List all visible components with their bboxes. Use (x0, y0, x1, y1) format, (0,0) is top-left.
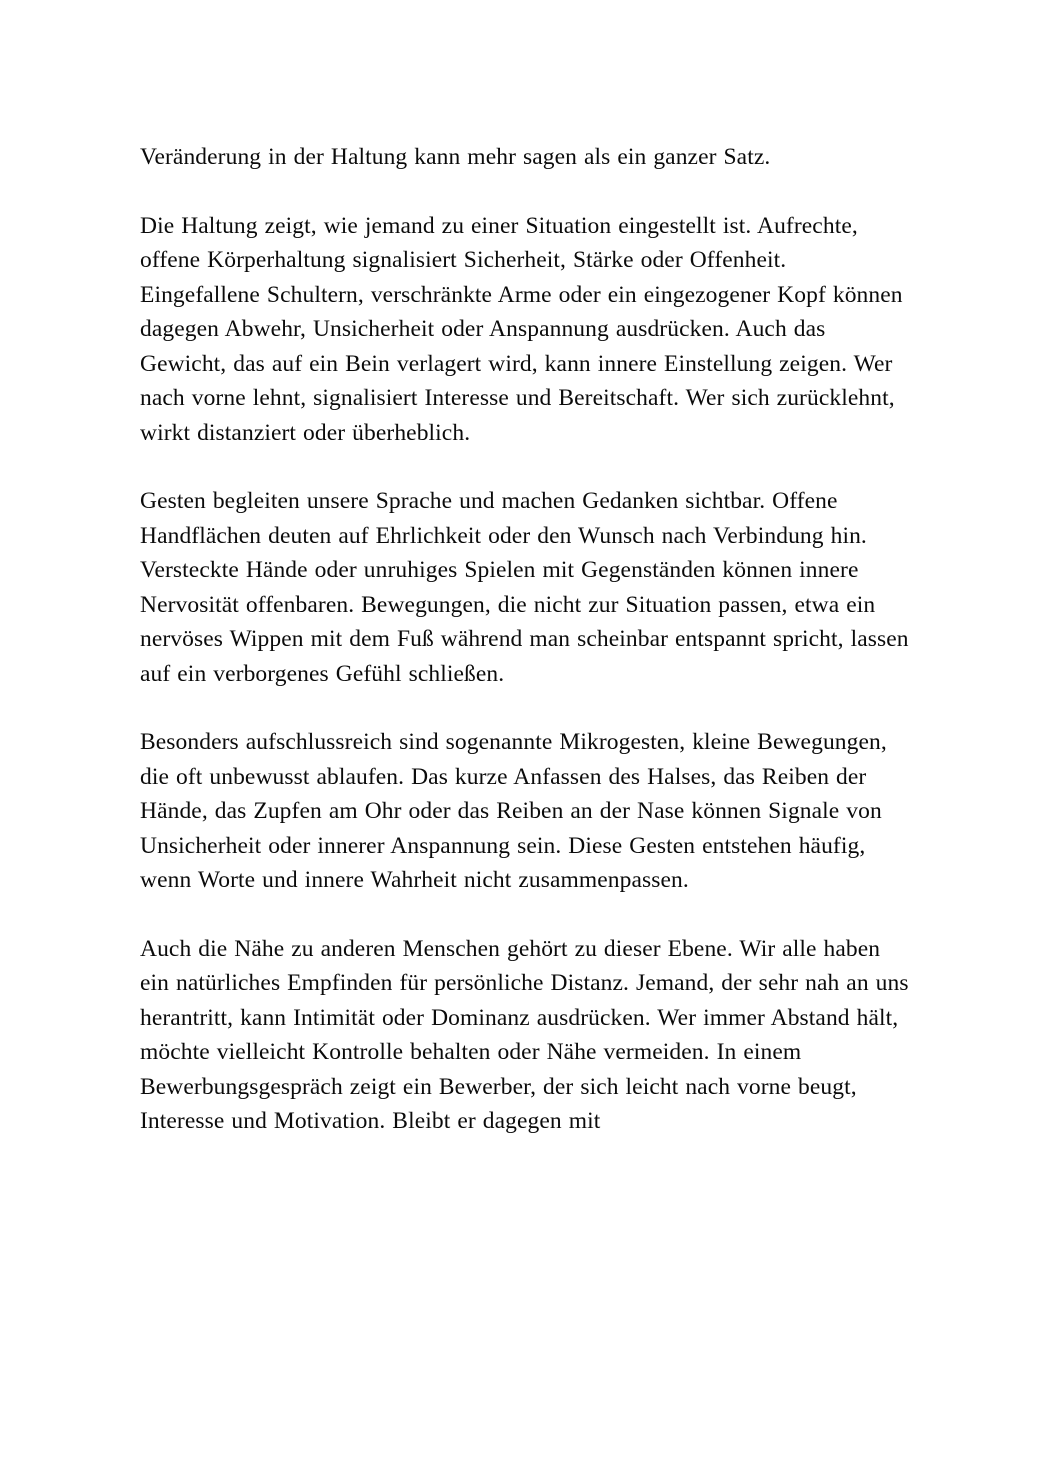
text-column (140, 140, 910, 1139)
paragraph: Besonders aufschlussreich sind sogenannte Mikrogesten, kleine Bewegungen, die oft unbewusst ablaufen. Das kurze Anfassen des Halses, das Reiben der Hände, das Zupfen am Ohr oder das Reiben an der Nase können Signale von Unsicherheit oder innerer Anspannung sein. Diese Gesten entstehen häufig, wenn Worte und innere Wahrheit nicht zusammenpassen. (140, 729, 887, 893)
paragraph: Gesten begleiten unsere Sprache und machen Gedanken sichtbar. Offene Handflächen deuten auf Ehrlichkeit oder den Wunsch nach Verbindung hin. Versteckte Hände oder unruhiges Spielen mit Gegenständen können innere Nervosität offenbaren. Bewegungen, die nicht zur Situation passen, etwa ein nervöses Wippen mit dem Fuß während man scheinbar entspannt spricht, lassen auf ein verborgenes Gefühl schließen. (140, 488, 909, 687)
paragraph: Die Haltung zeigt, wie jemand zu einer Situation eingestellt ist. Aufrechte, offene Körperhaltung signalisiert Sicherheit, Stärke oder Offenheit. Eingefallene Schultern, verschränkte Arme oder ein eingezogener Kopf können dagegen Abwehr, Unsicherheit oder Anspannung ausdrücken. Auch das Gewicht, das auf ein Bein verlagert wird, kann innere Einstellung zeigen. Wer nach vorne lehnt, signalisiert Interesse und Bereitschaft. Wer sich zurücklehnt, wirkt distanziert oder überheblich. (140, 212, 903, 446)
paragraph: Auch die Nähe zu anderen Menschen gehört zu dieser Ebene. Wir alle haben ein natürliches Empfinden für persönliche Distanz. Jemand, der sehr nah an uns herantritt, kann Intimität oder Dominanz ausdrücken. Wer immer Abstand hält, möchte vielleicht Kontrolle behalten oder Nähe vermeiden. In einem Bewerbungsgespräch zeigt ein Bewerber, der sich leicht nach vorne beugt, Interesse und Motivation. Bleibt er dagegen mit (140, 935, 909, 1134)
paragraph: Veränderung in der Haltung kann mehr sagen als ein ganzer Satz. (140, 144, 771, 170)
